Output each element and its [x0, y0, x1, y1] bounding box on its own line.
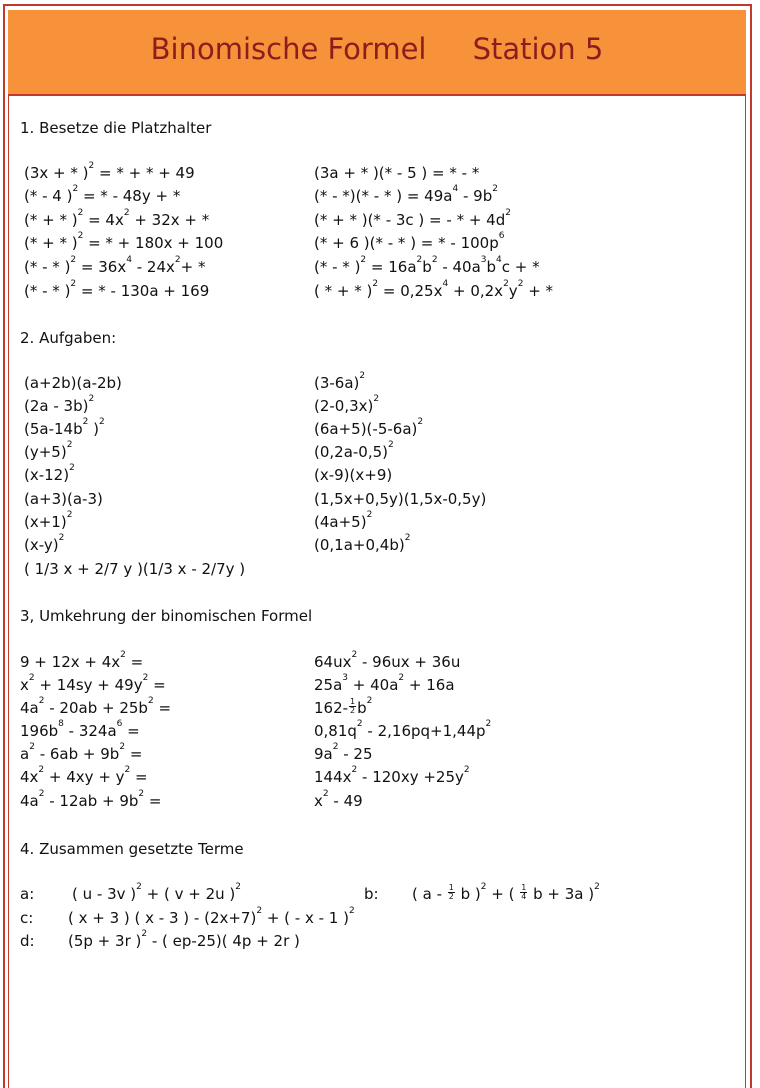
- fraction: $\frac{1}{2}$: [448, 883, 454, 901]
- s2-left-term: (a+3)(a-3): [24, 490, 103, 508]
- exponent: 2: [174, 255, 181, 265]
- s2-row: [20, 560, 740, 582]
- s3-right-term: $25a^3 + 40a^2 + 16a$: [314, 673, 455, 694]
- exponent: 2: [505, 208, 511, 218]
- s1-right-term: (* + * )(* - 3c ) = - * + $4d^2$: [314, 208, 511, 229]
- s2-right-term: $(3-6a)^2$: [314, 371, 366, 392]
- fraction: $\frac{1}{2}$: [350, 697, 356, 715]
- s3-row: [20, 673, 740, 698]
- exponent: 2: [416, 255, 423, 265]
- exponent: 2: [120, 650, 126, 660]
- s4-expr-d: (5p + 3r )$^2$ - ( ep-25)( 4p + 2r ): [68, 929, 300, 950]
- exponent: 6: [116, 719, 123, 729]
- s4-expr-c: ( x + 3 ) ( x - 3 ) - $(2x+7)^2$ + ( - x - 1 )$^2$: [68, 906, 355, 927]
- s2-row: [20, 440, 740, 465]
- exponent: 2: [66, 510, 73, 520]
- exponent: 3: [480, 255, 487, 265]
- s3-right-term: $x^2 - 49$: [314, 789, 363, 810]
- exponent: 2: [124, 765, 131, 775]
- exponent: 4: [452, 184, 459, 194]
- s2-right-term: (1,5x+0,5y)(1,5x-0,5y): [314, 490, 487, 508]
- exponent: 8: [58, 719, 64, 729]
- exponent: 2: [431, 255, 438, 265]
- s3-left-term: $4x^2 + 4xy + y^2$ =: [20, 765, 148, 786]
- s1-row: [20, 231, 740, 256]
- s2-left-term: (2a - 3b)$^2$: [24, 394, 95, 415]
- s3-right-term: 162- $\frac{1}{2}$ $b^2$: [314, 696, 373, 717]
- s3-left-term: $9 + 12x + 4x^2$ =: [20, 650, 144, 671]
- exponent: 2: [351, 650, 358, 660]
- s1-right-term: ( * + * )$^2 = 0,25x^4 + 0,2x^2y^2$ + *: [314, 279, 554, 300]
- exponent: 2: [123, 208, 130, 218]
- exponent: 2: [348, 906, 355, 916]
- exponent: 2: [463, 765, 470, 775]
- exponent: 2: [82, 417, 89, 427]
- s4-label-d: d:: [20, 932, 35, 950]
- s2-row: [20, 533, 740, 558]
- s2-left-term: ($5a-14b^2$ )$^2$: [24, 417, 105, 438]
- exponent: 2: [70, 255, 77, 265]
- exponent: 2: [594, 882, 600, 892]
- exponent: 2: [66, 440, 73, 450]
- exponent: 2: [88, 394, 95, 404]
- exponent: 2: [29, 742, 35, 752]
- s1-left-term: (3x + * )$^2$ = * + * + 49: [24, 161, 195, 182]
- s2-row: [20, 510, 740, 535]
- exponent: 2: [322, 789, 329, 799]
- s2-left-term: $(x-y)^2$: [24, 533, 65, 554]
- exponent: 2: [351, 765, 358, 775]
- section2-title: 2. Aufgaben:: [20, 329, 117, 347]
- s4-row: [20, 906, 740, 931]
- exponent: 2: [119, 742, 126, 752]
- s1-left-term: (* - * )$^2 = 36x^4 - 24x^2+$ *: [24, 255, 206, 276]
- exponent: 2: [480, 882, 487, 892]
- s2-left-term: ( 1/3 x + 2/7 y )(1/3 x - 2/7y ): [24, 560, 246, 578]
- section1-title: 1. Besetze die Platzhalter: [20, 119, 212, 137]
- exponent: 2: [138, 789, 145, 799]
- s4-expr-a: ( u - 3v )$^2$ + ( v + 2u )$^2$: [72, 882, 241, 903]
- exponent: 2: [98, 417, 105, 427]
- s1-left-term: (* + * )$^2$ = * + 180x + 100: [24, 231, 224, 252]
- s1-row: [20, 208, 740, 233]
- exponent: 2: [256, 906, 263, 916]
- exponent: 2: [70, 279, 77, 289]
- s2-left-term: $(x-12)^2$: [24, 463, 75, 484]
- exponent: 6: [498, 231, 505, 241]
- exponent: 2: [141, 929, 148, 939]
- s1-right-term: (3a + * )(* - 5 ) = * - *: [314, 164, 480, 182]
- s3-row: [20, 719, 740, 744]
- exponent: 2: [372, 279, 379, 289]
- s3-right-term: $9a^2 - 25$: [314, 742, 373, 763]
- s1-right-term: (* + 6 )(* - * ) = * - $100p^6$: [314, 231, 505, 252]
- s2-row: [20, 463, 740, 488]
- s2-row: [20, 490, 740, 512]
- exponent: 2: [88, 161, 95, 171]
- page-title: Binomische Formel Station 5: [150, 32, 604, 66]
- exponent: 2: [69, 463, 75, 473]
- s3-right-term: $0,81q^2 - 2,16pq+1,44p^2$: [314, 719, 492, 740]
- s3-row: [20, 789, 740, 814]
- s2-right-term: $(0,2a-0,5)^2$: [314, 440, 394, 461]
- exponent: 2: [517, 279, 524, 289]
- s1-row: [20, 279, 740, 304]
- s1-row: [20, 161, 740, 186]
- s2-row: [20, 371, 740, 396]
- exponent: 2: [58, 533, 65, 543]
- exponent: 2: [366, 510, 373, 520]
- exponent: 2: [38, 696, 45, 706]
- s1-right-term: (* - * )$^2 = 16a^2b^2 - 40a^3b^4c$ + *: [314, 255, 540, 276]
- s3-row: [20, 650, 740, 675]
- exponent: 2: [38, 765, 45, 775]
- s3-row: [20, 765, 740, 790]
- exponent: 2: [38, 789, 45, 799]
- exponent: 2: [142, 673, 149, 683]
- s4-label-b: b:: [364, 885, 379, 903]
- exponent: 2: [360, 255, 367, 265]
- exponent: 2: [235, 882, 241, 892]
- s3-left-term: $4a^2 - 20ab + 25b^2$ =: [20, 696, 172, 717]
- s1-right-term: (* - *)(* - * ) = $49a^4 - 9b^2$: [314, 184, 498, 205]
- s2-row: [20, 417, 740, 442]
- exponent: 4: [126, 255, 132, 265]
- s4-row: [20, 929, 740, 954]
- exponent: 2: [373, 394, 380, 404]
- s3-left-term: $196b^8 - 324a^6$ =: [20, 719, 140, 740]
- exponent: 2: [332, 742, 339, 752]
- exponent: 2: [77, 208, 84, 218]
- section3-title: 3, Umkehrung der binomischen Formel: [20, 607, 313, 625]
- s3-left-term: $x^2 + 14sy + 49y^2$ =: [20, 673, 166, 694]
- s2-row: [20, 394, 740, 419]
- s3-left-term: $a^2 - 6ab + 9b^2$ =: [20, 742, 143, 763]
- fraction: $\frac{1}{4}$: [521, 883, 527, 901]
- exponent: 2: [417, 417, 424, 427]
- s2-left-term: (a+2b)(a-2b): [24, 374, 122, 392]
- s3-left-term: $4a^2 - 12ab + 9b^2$ =: [20, 789, 162, 810]
- section4-title: 4. Zusammen gesetzte Terme: [20, 840, 244, 858]
- s3-row: [20, 696, 740, 721]
- exponent: 2: [72, 184, 79, 194]
- s2-right-term: $(0,1a+0,4b)^2$: [314, 533, 411, 554]
- s3-row: [20, 742, 740, 767]
- s2-right-term: $(2-0,3x)^2$: [314, 394, 380, 415]
- exponent: 4: [442, 279, 449, 289]
- exponent: 2: [359, 371, 366, 381]
- exponent: 2: [356, 719, 363, 729]
- s1-row: [20, 255, 740, 280]
- exponent: 2: [388, 440, 394, 450]
- s4-label-c: c:: [20, 909, 34, 927]
- s1-left-term: (* - * )$^2$ = * - 130a + 169: [24, 279, 210, 300]
- s1-row: [20, 184, 740, 209]
- exponent: 2: [147, 696, 154, 706]
- exponent: 2: [404, 533, 411, 543]
- exponent: 2: [398, 673, 405, 683]
- exponent: 2: [77, 231, 84, 241]
- exponent: 2: [366, 696, 373, 706]
- title-banner: [8, 10, 746, 96]
- s2-right-term: (x-9)(x+9): [314, 466, 393, 484]
- s1-left-term: (* - 4 )$^2$ = * - 48y + *: [24, 184, 181, 205]
- s1-left-term: (* + * )$^2 = 4x^2 + 32x$ + *: [24, 208, 210, 229]
- exponent: 2: [492, 184, 498, 194]
- s2-right-term: $(6a+5)(-5-6a)^2$: [314, 417, 424, 438]
- s4-row: [20, 882, 740, 907]
- s3-right-term: $64ux^2 - 96ux + 36u$: [314, 650, 461, 671]
- s2-right-term: $(4a+5)^2$: [314, 510, 373, 531]
- exponent: 3: [342, 673, 349, 683]
- s2-left-term: $(x+1)^2$: [24, 510, 73, 531]
- exponent: 2: [503, 279, 509, 289]
- exponent: 2: [485, 719, 492, 729]
- s4-label-a: a:: [20, 885, 35, 903]
- exponent: 4: [496, 255, 502, 265]
- s2-left-term: $(y+5)^2$: [24, 440, 73, 461]
- exponent: 2: [136, 882, 142, 892]
- exponent: 2: [28, 673, 35, 683]
- s3-right-term: $144x^2 - 120xy +25y^2$: [314, 765, 470, 786]
- s4-expr-b: ( a - $\frac{1}{2}$ b )$^2$ + ( $\frac{1}{4}$ b + 3a )$^2$: [412, 882, 600, 903]
